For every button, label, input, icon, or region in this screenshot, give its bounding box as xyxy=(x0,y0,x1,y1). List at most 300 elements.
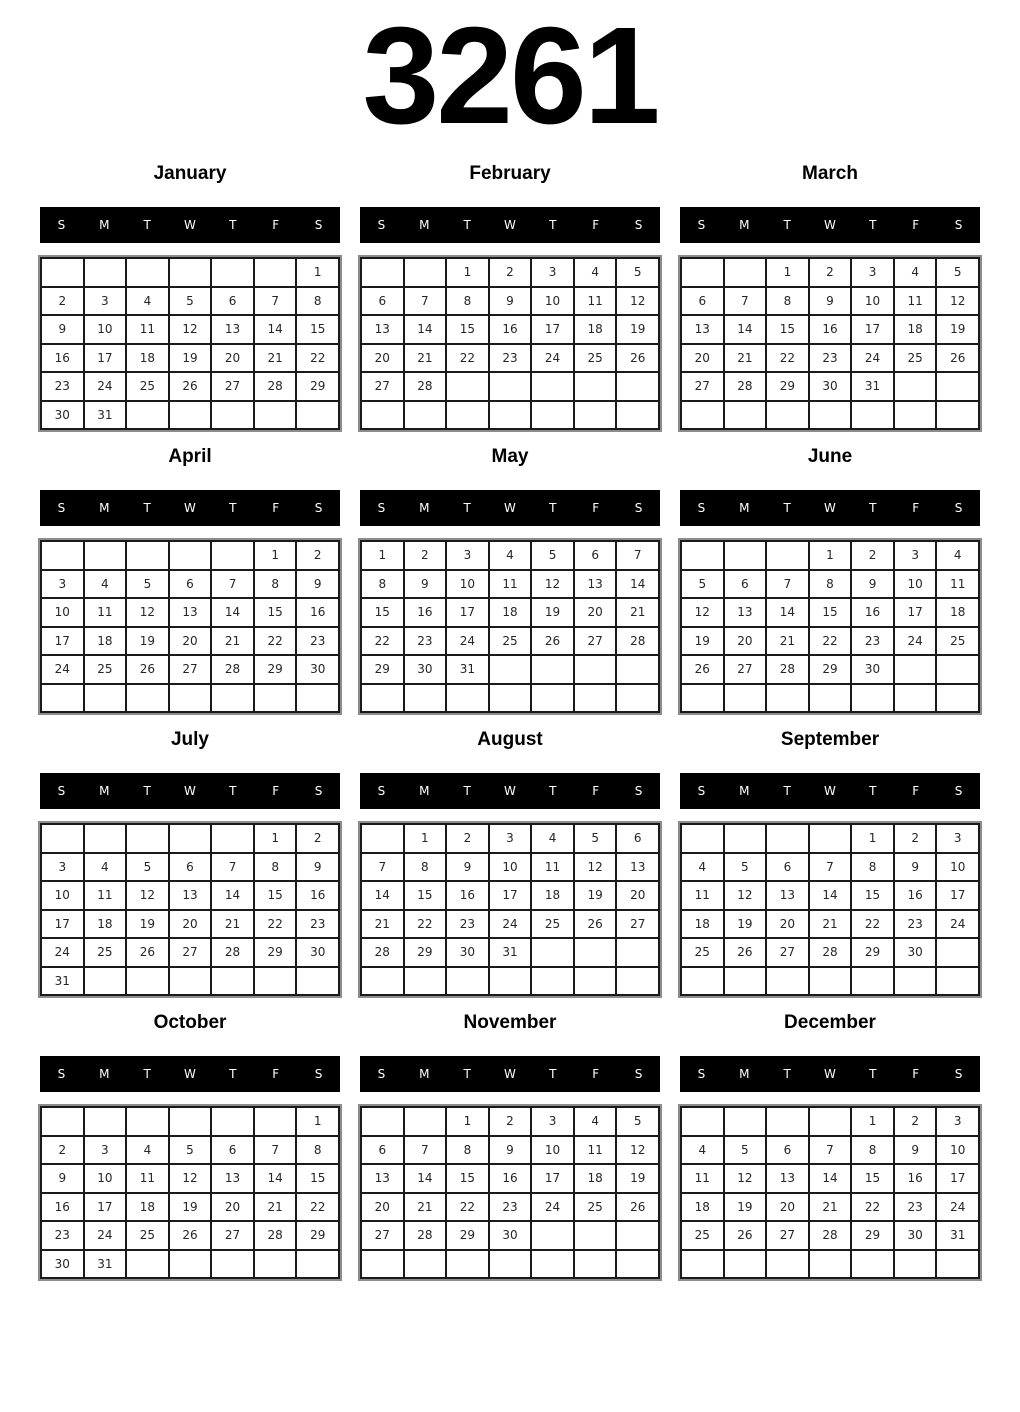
day-cell: 4 xyxy=(575,259,616,286)
day-cell xyxy=(895,656,936,683)
day-cell: 21 xyxy=(212,911,253,938)
day-cell: 22 xyxy=(447,1194,488,1221)
month-day-grid xyxy=(680,1106,980,1279)
day-cell xyxy=(362,1251,403,1278)
day-cell: 26 xyxy=(127,656,168,683)
day-cell xyxy=(255,1251,296,1278)
day-cell xyxy=(297,402,338,429)
weekday-label: W xyxy=(824,218,836,232)
day-cell: 29 xyxy=(852,939,893,966)
day-cell: 26 xyxy=(617,1194,658,1221)
day-cell xyxy=(255,1108,296,1135)
day-cell: 18 xyxy=(85,628,126,655)
day-cell: 5 xyxy=(532,542,573,569)
day-cell: 11 xyxy=(895,288,936,315)
weekday-label: F xyxy=(592,218,600,232)
day-cell: 8 xyxy=(362,571,403,598)
day-cell xyxy=(447,968,488,995)
weekday-label: T xyxy=(463,784,471,798)
weekday-label: S xyxy=(57,1067,66,1081)
day-cell: 28 xyxy=(405,1222,446,1249)
day-cell: 2 xyxy=(895,1108,936,1135)
day-cell xyxy=(212,542,253,569)
day-cell: 5 xyxy=(127,571,168,598)
day-cell: 17 xyxy=(532,1165,573,1192)
day-cell xyxy=(725,968,766,995)
day-cell xyxy=(490,373,531,400)
day-cell xyxy=(255,685,296,712)
weekday-header-row xyxy=(40,773,340,809)
day-cell: 4 xyxy=(85,571,126,598)
day-cell: 22 xyxy=(297,1194,338,1221)
month-block xyxy=(40,1009,340,1283)
weekday-label: T xyxy=(229,218,237,232)
day-cell xyxy=(127,685,168,712)
weekday-label: S xyxy=(377,784,386,798)
day-cell: 5 xyxy=(170,288,211,315)
day-cell xyxy=(85,259,126,286)
day-cell: 3 xyxy=(937,825,978,852)
day-cell: 11 xyxy=(85,599,126,626)
day-cell xyxy=(895,402,936,429)
day-cell xyxy=(490,656,531,683)
day-cell: 21 xyxy=(767,628,808,655)
weekday-label: S xyxy=(634,1067,643,1081)
day-cell: 14 xyxy=(212,599,253,626)
day-cell: 7 xyxy=(405,1137,446,1164)
weekday-label: W xyxy=(184,1067,196,1081)
months-grid xyxy=(40,160,980,1283)
weekday-label: T xyxy=(463,1067,471,1081)
day-cell: 3 xyxy=(42,854,83,881)
day-cell xyxy=(575,939,616,966)
day-cell: 24 xyxy=(532,345,573,372)
day-cell: 29 xyxy=(447,1222,488,1249)
day-cell: 24 xyxy=(852,345,893,372)
day-cell: 20 xyxy=(575,599,616,626)
day-cell: 27 xyxy=(362,373,403,400)
weekday-label: F xyxy=(912,1067,920,1081)
day-cell: 6 xyxy=(767,1137,808,1164)
weekday-header-row xyxy=(360,490,660,526)
day-cell: 15 xyxy=(767,316,808,343)
weekday-label: M xyxy=(739,501,750,515)
day-cell: 4 xyxy=(575,1108,616,1135)
day-cell: 6 xyxy=(617,825,658,852)
day-cell: 27 xyxy=(575,628,616,655)
day-cell: 28 xyxy=(255,373,296,400)
day-cell: 30 xyxy=(297,656,338,683)
day-cell: 6 xyxy=(362,1137,403,1164)
day-cell: 7 xyxy=(725,288,766,315)
day-cell: 26 xyxy=(170,1222,211,1249)
month-block xyxy=(360,726,660,1000)
day-cell: 2 xyxy=(490,1108,531,1135)
month-title: February xyxy=(469,163,551,184)
day-cell xyxy=(490,685,531,712)
day-cell: 14 xyxy=(617,571,658,598)
day-cell xyxy=(212,825,253,852)
day-cell: 21 xyxy=(810,911,851,938)
day-cell: 21 xyxy=(810,1194,851,1221)
month-title: December xyxy=(784,1012,876,1033)
day-cell: 26 xyxy=(170,373,211,400)
day-cell xyxy=(447,1251,488,1278)
day-cell: 3 xyxy=(85,1137,126,1164)
weekday-label: M xyxy=(99,1067,110,1081)
weekday-header-row xyxy=(40,1056,340,1092)
day-cell: 1 xyxy=(852,825,893,852)
day-cell: 20 xyxy=(617,882,658,909)
day-cell: 20 xyxy=(682,345,723,372)
day-cell: 7 xyxy=(255,288,296,315)
day-cell xyxy=(682,259,723,286)
day-cell: 11 xyxy=(937,571,978,598)
day-cell: 16 xyxy=(490,1165,531,1192)
day-cell: 8 xyxy=(852,854,893,881)
day-cell xyxy=(297,968,338,995)
day-cell: 14 xyxy=(767,599,808,626)
day-cell: 10 xyxy=(42,599,83,626)
day-cell: 1 xyxy=(447,259,488,286)
day-cell: 21 xyxy=(212,628,253,655)
weekday-header-row xyxy=(680,773,980,809)
day-cell: 16 xyxy=(490,316,531,343)
day-cell xyxy=(405,968,446,995)
day-cell: 6 xyxy=(682,288,723,315)
weekday-label: M xyxy=(99,784,110,798)
day-cell: 23 xyxy=(852,628,893,655)
day-cell: 5 xyxy=(617,1108,658,1135)
day-cell: 28 xyxy=(255,1222,296,1249)
day-cell: 20 xyxy=(170,628,211,655)
day-cell: 14 xyxy=(405,316,446,343)
day-cell xyxy=(852,1251,893,1278)
day-cell: 30 xyxy=(810,373,851,400)
day-cell: 10 xyxy=(532,288,573,315)
weekday-label: F xyxy=(912,501,920,515)
day-cell: 26 xyxy=(725,1222,766,1249)
day-cell: 24 xyxy=(490,911,531,938)
day-cell: 14 xyxy=(810,1165,851,1192)
day-cell: 28 xyxy=(405,373,446,400)
day-cell xyxy=(127,542,168,569)
day-cell xyxy=(810,1108,851,1135)
day-cell: 5 xyxy=(725,1137,766,1164)
weekday-header-row xyxy=(40,490,340,526)
month-day-grid xyxy=(360,1106,660,1279)
day-cell: 28 xyxy=(362,939,403,966)
day-cell: 6 xyxy=(767,854,808,881)
day-cell xyxy=(297,1251,338,1278)
day-cell: 14 xyxy=(810,882,851,909)
day-cell: 23 xyxy=(297,911,338,938)
weekday-label: F xyxy=(912,218,920,232)
day-cell: 27 xyxy=(767,1222,808,1249)
weekday-label: T xyxy=(783,1067,791,1081)
day-cell xyxy=(127,1251,168,1278)
weekday-label: M xyxy=(419,1067,430,1081)
day-cell: 28 xyxy=(767,656,808,683)
day-cell xyxy=(895,373,936,400)
day-cell: 2 xyxy=(405,542,446,569)
day-cell: 5 xyxy=(725,854,766,881)
day-cell: 31 xyxy=(42,968,83,995)
day-cell: 16 xyxy=(297,599,338,626)
day-cell xyxy=(725,1108,766,1135)
day-cell xyxy=(895,968,936,995)
weekday-label: S xyxy=(57,784,66,798)
day-cell: 10 xyxy=(447,571,488,598)
day-cell: 22 xyxy=(447,345,488,372)
day-cell: 17 xyxy=(895,599,936,626)
day-cell xyxy=(362,968,403,995)
day-cell: 5 xyxy=(170,1137,211,1164)
day-cell: 4 xyxy=(682,1137,723,1164)
day-cell: 9 xyxy=(42,1165,83,1192)
day-cell: 27 xyxy=(617,911,658,938)
weekday-label: T xyxy=(143,1067,151,1081)
day-cell: 10 xyxy=(937,1137,978,1164)
day-cell: 26 xyxy=(682,656,723,683)
day-cell: 23 xyxy=(447,911,488,938)
day-cell: 24 xyxy=(85,373,126,400)
month-title: April xyxy=(168,446,212,467)
day-cell: 2 xyxy=(297,542,338,569)
day-cell xyxy=(447,373,488,400)
day-cell xyxy=(170,1251,211,1278)
month-block xyxy=(360,443,660,717)
day-cell: 25 xyxy=(490,628,531,655)
month-day-grid xyxy=(680,540,980,713)
day-cell: 16 xyxy=(852,599,893,626)
day-cell xyxy=(725,402,766,429)
day-cell: 11 xyxy=(682,882,723,909)
day-cell: 18 xyxy=(895,316,936,343)
day-cell: 10 xyxy=(895,571,936,598)
day-cell: 8 xyxy=(255,854,296,881)
day-cell: 1 xyxy=(810,542,851,569)
day-cell: 15 xyxy=(405,882,446,909)
day-cell: 1 xyxy=(852,1108,893,1135)
day-cell xyxy=(725,685,766,712)
month-day-grid xyxy=(680,823,980,996)
weekday-label: T xyxy=(229,501,237,515)
day-cell xyxy=(127,259,168,286)
weekday-header-row xyxy=(680,1056,980,1092)
day-cell xyxy=(127,1108,168,1135)
weekday-label: S xyxy=(57,218,66,232)
day-cell: 30 xyxy=(42,1251,83,1278)
day-cell xyxy=(852,402,893,429)
day-cell: 31 xyxy=(447,656,488,683)
day-cell: 5 xyxy=(682,571,723,598)
day-cell: 28 xyxy=(810,1222,851,1249)
day-cell: 10 xyxy=(85,1165,126,1192)
day-cell: 19 xyxy=(170,345,211,372)
day-cell xyxy=(490,402,531,429)
day-cell xyxy=(212,259,253,286)
day-cell: 22 xyxy=(852,911,893,938)
day-cell: 19 xyxy=(617,1165,658,1192)
day-cell xyxy=(42,825,83,852)
day-cell: 10 xyxy=(42,882,83,909)
day-cell xyxy=(810,968,851,995)
day-cell: 13 xyxy=(767,882,808,909)
weekday-label: W xyxy=(504,501,516,515)
day-cell: 9 xyxy=(895,854,936,881)
day-cell: 28 xyxy=(617,628,658,655)
day-cell: 9 xyxy=(297,854,338,881)
day-cell xyxy=(170,825,211,852)
day-cell: 11 xyxy=(575,1137,616,1164)
day-cell: 17 xyxy=(937,1165,978,1192)
day-cell: 1 xyxy=(767,259,808,286)
day-cell: 2 xyxy=(42,288,83,315)
day-cell: 30 xyxy=(405,656,446,683)
day-cell xyxy=(362,825,403,852)
day-cell xyxy=(405,1251,446,1278)
month-title: May xyxy=(491,446,529,467)
day-cell: 6 xyxy=(575,542,616,569)
day-cell: 3 xyxy=(532,1108,573,1135)
day-cell: 15 xyxy=(362,599,403,626)
day-cell: 2 xyxy=(895,825,936,852)
day-cell: 6 xyxy=(212,1137,253,1164)
day-cell: 29 xyxy=(852,1222,893,1249)
day-cell xyxy=(447,402,488,429)
day-cell: 8 xyxy=(405,854,446,881)
day-cell: 18 xyxy=(490,599,531,626)
day-cell xyxy=(682,1108,723,1135)
day-cell xyxy=(212,968,253,995)
weekday-label: M xyxy=(739,218,750,232)
weekday-label: M xyxy=(739,1067,750,1081)
day-cell: 29 xyxy=(810,656,851,683)
day-cell xyxy=(617,656,658,683)
day-cell xyxy=(575,1222,616,1249)
day-cell: 10 xyxy=(937,854,978,881)
day-cell xyxy=(937,1251,978,1278)
day-cell: 20 xyxy=(362,345,403,372)
day-cell: 27 xyxy=(212,373,253,400)
day-cell: 1 xyxy=(405,825,446,852)
day-cell xyxy=(682,825,723,852)
day-cell xyxy=(255,402,296,429)
day-cell: 16 xyxy=(447,882,488,909)
weekday-label: W xyxy=(824,501,836,515)
day-cell: 19 xyxy=(127,628,168,655)
day-cell xyxy=(405,259,446,286)
day-cell: 29 xyxy=(362,656,403,683)
day-cell: 8 xyxy=(810,571,851,598)
day-cell xyxy=(895,1251,936,1278)
day-cell: 24 xyxy=(937,1194,978,1221)
day-cell: 21 xyxy=(405,345,446,372)
weekday-label: S xyxy=(314,1067,323,1081)
month-block xyxy=(40,160,340,434)
day-cell: 17 xyxy=(85,345,126,372)
day-cell: 19 xyxy=(575,882,616,909)
weekday-label: M xyxy=(739,784,750,798)
day-cell: 26 xyxy=(575,911,616,938)
weekday-label: W xyxy=(824,784,836,798)
day-cell: 23 xyxy=(810,345,851,372)
day-cell: 31 xyxy=(490,939,531,966)
day-cell: 16 xyxy=(297,882,338,909)
day-cell: 4 xyxy=(127,288,168,315)
weekday-label: F xyxy=(272,1067,280,1081)
day-cell: 30 xyxy=(852,656,893,683)
month-block xyxy=(40,726,340,1000)
day-cell: 2 xyxy=(810,259,851,286)
day-cell: 29 xyxy=(405,939,446,966)
day-cell: 21 xyxy=(362,911,403,938)
month-title: November xyxy=(463,1012,557,1033)
day-cell xyxy=(682,685,723,712)
day-cell xyxy=(362,259,403,286)
month-title: October xyxy=(153,1012,227,1033)
day-cell: 18 xyxy=(682,1194,723,1221)
day-cell xyxy=(490,968,531,995)
day-cell xyxy=(170,1108,211,1135)
day-cell: 10 xyxy=(532,1137,573,1164)
day-cell: 27 xyxy=(725,656,766,683)
day-cell: 31 xyxy=(852,373,893,400)
day-cell: 22 xyxy=(810,628,851,655)
weekday-label: S xyxy=(954,501,963,515)
day-cell: 29 xyxy=(767,373,808,400)
weekday-label: S xyxy=(314,784,323,798)
day-cell xyxy=(42,1108,83,1135)
day-cell xyxy=(682,1251,723,1278)
day-cell: 25 xyxy=(575,1194,616,1221)
day-cell: 23 xyxy=(405,628,446,655)
day-cell: 27 xyxy=(170,656,211,683)
day-cell: 27 xyxy=(767,939,808,966)
day-cell: 2 xyxy=(447,825,488,852)
day-cell xyxy=(212,1108,253,1135)
day-cell: 8 xyxy=(852,1137,893,1164)
day-cell xyxy=(617,1251,658,1278)
day-cell: 11 xyxy=(682,1165,723,1192)
month-day-grid xyxy=(360,257,660,430)
day-cell: 18 xyxy=(575,1165,616,1192)
day-cell: 17 xyxy=(447,599,488,626)
day-cell xyxy=(617,685,658,712)
day-cell: 13 xyxy=(362,316,403,343)
day-cell: 11 xyxy=(127,1165,168,1192)
day-cell: 10 xyxy=(490,854,531,881)
month-title: March xyxy=(802,163,858,184)
day-cell: 25 xyxy=(127,373,168,400)
day-cell: 11 xyxy=(532,854,573,881)
day-cell xyxy=(617,1222,658,1249)
weekday-label: T xyxy=(463,218,471,232)
day-cell: 16 xyxy=(895,882,936,909)
day-cell: 30 xyxy=(490,1222,531,1249)
weekday-label: S xyxy=(697,1067,706,1081)
day-cell xyxy=(810,825,851,852)
day-cell: 12 xyxy=(937,288,978,315)
day-cell xyxy=(297,685,338,712)
day-cell: 4 xyxy=(895,259,936,286)
day-cell xyxy=(617,968,658,995)
day-cell xyxy=(42,542,83,569)
weekday-label: S xyxy=(634,784,643,798)
day-cell: 25 xyxy=(682,939,723,966)
day-cell xyxy=(85,685,126,712)
